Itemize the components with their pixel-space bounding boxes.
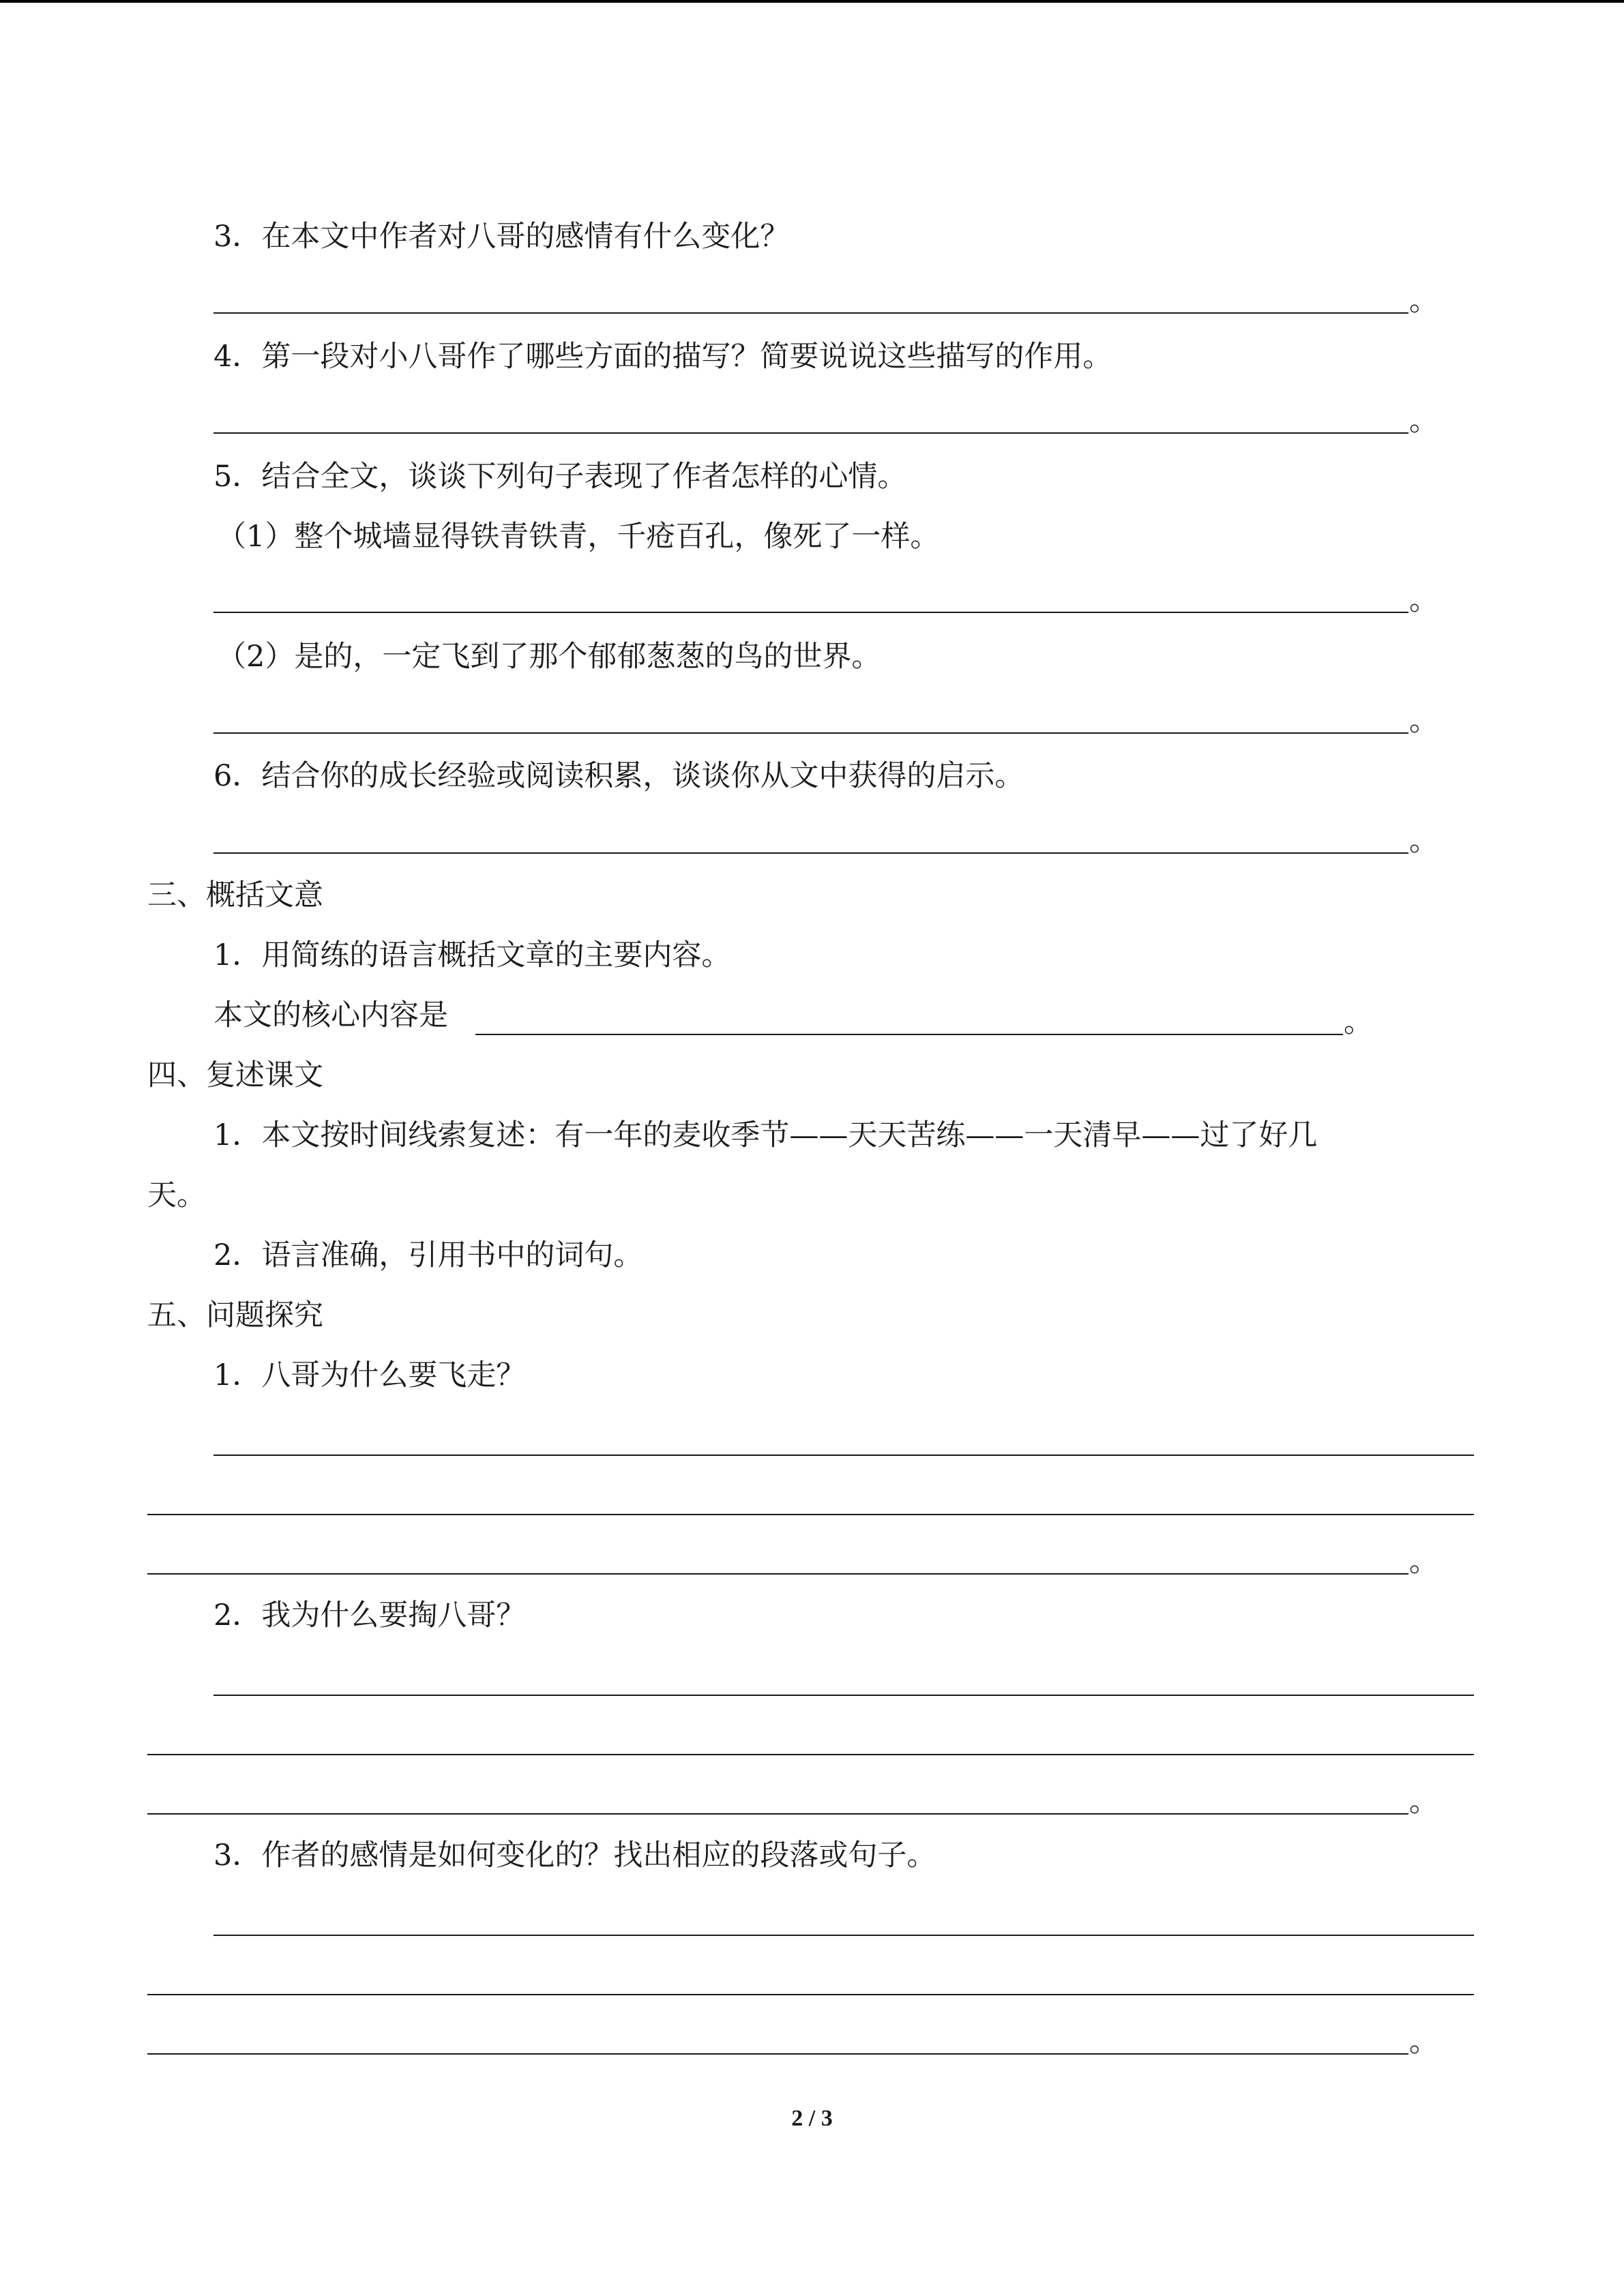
section-5-question-1: 1．八哥为什么要飞走？	[213, 1358, 526, 1392]
answer-line-core-content[interactable]	[475, 1034, 1343, 1035]
question-4: 4．第一段对小八哥作了哪些方面的描写？简要说说这些描写的作用。	[213, 340, 1112, 374]
period-mark: 。	[1409, 824, 1438, 858]
page-number: 2 / 3	[791, 2106, 833, 2131]
period-mark: 。	[1409, 1785, 1438, 1819]
answer-line-s5-q1-1[interactable]	[213, 1455, 1474, 1456]
answer-line-s5-q3-2[interactable]	[147, 1994, 1474, 1995]
answer-line-q5-2[interactable]	[213, 732, 1408, 734]
section-5-title: 五、问题探究	[147, 1298, 323, 1332]
period-mark: 。	[1409, 583, 1438, 617]
answer-line-q4[interactable]	[213, 432, 1408, 434]
answer-line-q6[interactable]	[213, 852, 1408, 854]
section-4-item-2: 2．语言准确，引用书中的词句。	[213, 1238, 643, 1272]
period-mark: 。	[1409, 1545, 1438, 1579]
period-mark: 。	[1344, 1005, 1373, 1039]
answer-line-s5-q2-1[interactable]	[213, 1695, 1474, 1696]
question-5-sub-2: （2）是的，一定飞到了那个郁郁葱葱的鸟的世界。	[217, 640, 881, 674]
section-3-item-1: 1．用简练的语言概括文章的主要内容。	[213, 938, 731, 972]
period-mark: 。	[1409, 704, 1438, 738]
answer-line-q3[interactable]	[213, 312, 1408, 314]
section-4-item-1: 1．本文按时间线索复述：有一年的麦收季节——天天苦练——一天清早——过了好几	[213, 1118, 1318, 1152]
period-mark: 。	[1409, 404, 1438, 438]
question-5-sub-1: （1）整个城墙显得铁青铁青，千疮百孔，像死了一样。	[217, 520, 940, 554]
question-6: 6．结合你的成长经验或阅读积累，谈谈你从文中获得的启示。	[213, 759, 1024, 793]
section-4-title: 四、复述课文	[147, 1058, 323, 1092]
core-content-label: 本文的核心内容是	[213, 998, 448, 1032]
answer-line-s5-q2-3[interactable]	[147, 1813, 1408, 1815]
page-top-border	[0, 0, 1624, 3]
question-5: 5．结合全文，谈谈下列句子表现了作者怎样的心情。	[213, 460, 907, 494]
answer-line-s5-q1-2[interactable]	[147, 1514, 1474, 1515]
section-5-question-2: 2．我为什么要掏八哥？	[213, 1598, 526, 1632]
section-4-item-1-continued: 天。	[147, 1178, 206, 1212]
section-5-question-3: 3．作者的感情是如何变化的？找出相应的段落或句子。	[213, 1838, 936, 1873]
answer-line-s5-q2-2[interactable]	[147, 1754, 1474, 1755]
answer-line-s5-q1-3[interactable]	[147, 1573, 1408, 1575]
answer-line-s5-q3-1[interactable]	[213, 1935, 1474, 1936]
period-mark: 。	[1409, 2025, 1438, 2059]
period-mark: 。	[1409, 284, 1438, 318]
answer-line-q5-1[interactable]	[213, 612, 1408, 613]
answer-line-s5-q3-3[interactable]	[147, 2053, 1408, 2055]
question-3: 3．在本文中作者对八哥的感情有什么变化？	[213, 220, 790, 254]
section-3-title: 三、概括文意	[147, 878, 323, 912]
